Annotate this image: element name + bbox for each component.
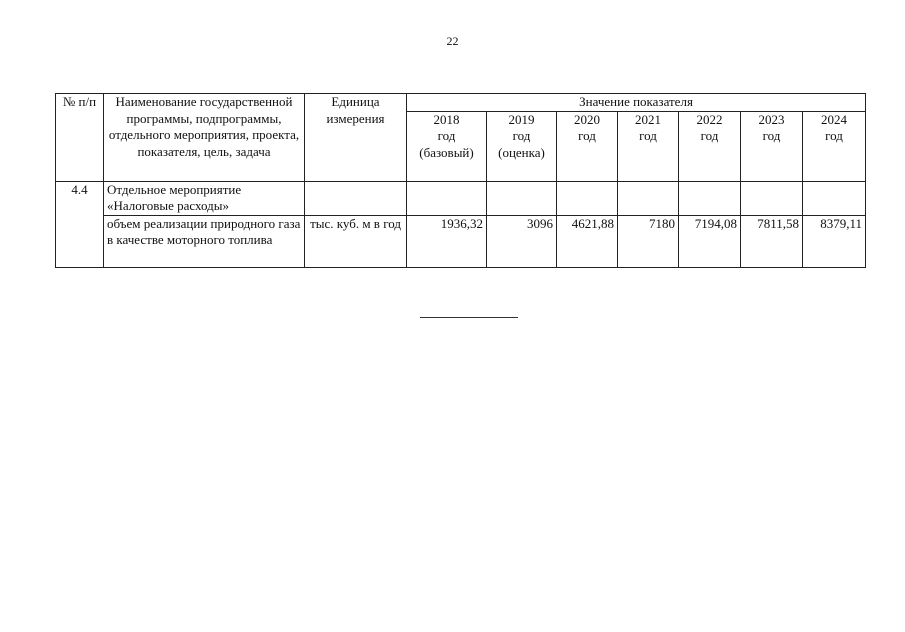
row-unit	[305, 181, 407, 215]
header-value-group: Значение показателя	[407, 94, 866, 112]
value-cell	[557, 181, 618, 215]
value-cell: 4621,88	[557, 215, 618, 267]
year-suffix: год	[437, 128, 456, 143]
year-label: 2019	[508, 111, 535, 127]
header-year-2023	[741, 111, 803, 181]
year-suffix: год	[825, 128, 843, 143]
year-label: 2021	[635, 111, 661, 127]
row-num: 4.4	[56, 181, 104, 267]
header-num: № п/п	[56, 94, 104, 182]
year-suffix: год	[512, 128, 531, 143]
year-label: 2020	[574, 111, 600, 127]
year-label: 2018	[433, 111, 460, 127]
year-suffix: год	[700, 128, 719, 143]
table-row	[56, 181, 866, 215]
year-label: 2023	[758, 111, 785, 127]
value-cell: 8379,11	[803, 215, 866, 267]
value-cell: 7180	[618, 215, 679, 267]
year-suffix: год	[762, 128, 781, 143]
header-year-2020	[557, 111, 618, 181]
value-cell: 7811,58	[741, 215, 803, 267]
year-label: 2024	[821, 111, 848, 127]
value-cell	[407, 181, 487, 215]
value-cell	[741, 181, 803, 215]
header-year-2019	[487, 111, 557, 181]
year-label: 2022	[696, 111, 723, 127]
value-cell	[618, 181, 679, 215]
header-unit: Единица измерения	[305, 94, 407, 182]
value-cell: 1936,32	[407, 215, 487, 267]
row-unit: тыс. куб. м в год	[305, 215, 407, 267]
value-cell	[487, 181, 557, 215]
row-name: объем реализации природного газа в качестве моторного топлива	[104, 215, 305, 267]
header-year-2021	[618, 111, 679, 181]
value-cell: 3096	[487, 215, 557, 267]
table-row	[56, 215, 866, 267]
value-cell	[803, 181, 866, 215]
year-suffix: год	[639, 128, 657, 143]
indicators-table	[55, 93, 866, 268]
header-year-2024	[803, 111, 866, 181]
row-name: Отдельное мероприятие «Налоговые расходы»	[104, 181, 305, 215]
header-row-1	[56, 94, 866, 112]
header-name: Наименование государственной программы, подпрограммы, отдельного мероприятия, проекта, показателя, цель, задача	[104, 94, 305, 182]
separator-rule	[420, 317, 518, 318]
header-year-2018	[407, 111, 487, 181]
page-number: 22	[446, 34, 459, 48]
header-year-2022	[679, 111, 741, 181]
year-suffix: год	[578, 128, 596, 143]
year-note: (оценка)	[498, 144, 545, 160]
value-cell: 7194,08	[679, 215, 741, 267]
value-cell	[679, 181, 741, 215]
year-note: (базовый)	[419, 144, 474, 160]
